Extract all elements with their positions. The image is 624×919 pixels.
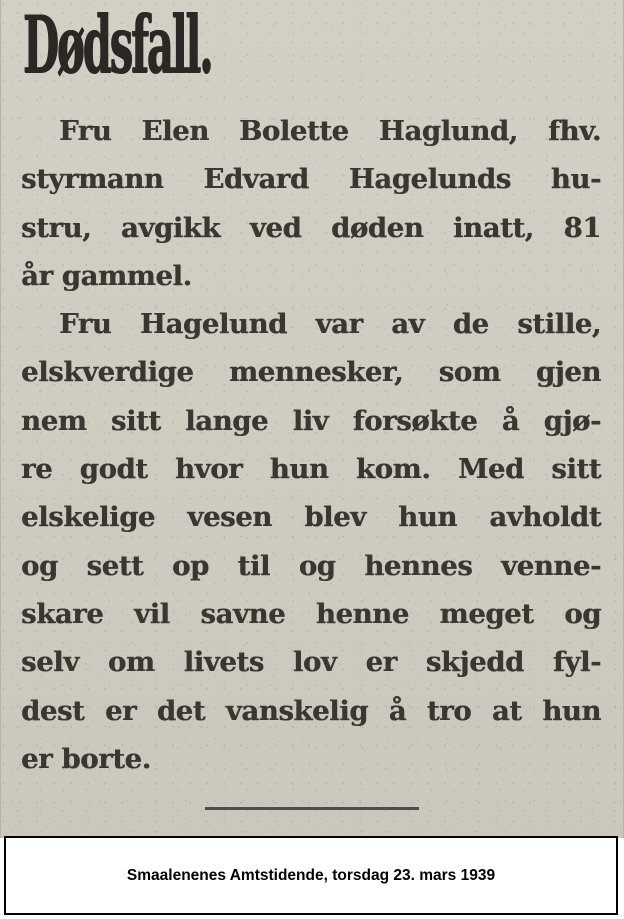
- article-line: skare vil savne henne meget og: [21, 597, 601, 630]
- article-line: nem sitt lange liv forsøkte å gjø-: [21, 404, 601, 437]
- article-line: dest er det vanskelig å tro at hun: [21, 694, 601, 727]
- article-line: stru, avgikk ved døden inatt, 81: [21, 211, 601, 244]
- clipping-heading: Dødsfall.: [23, 0, 212, 92]
- article-paragraph-2: [21, 300, 601, 783]
- article-line: Fru Elen Bolette Haglund, fhv.: [59, 115, 601, 147]
- article-line: år gammel.: [21, 259, 192, 292]
- source-caption: [4, 836, 618, 915]
- article-line: selv om livets lov er skjedd fyl-: [21, 646, 601, 679]
- article-paragraph-1: [21, 107, 601, 300]
- end-rule: [205, 807, 419, 810]
- article-line: elskelige vesen blev hun avholdt: [21, 501, 601, 534]
- article-line: re godt hvor hun kom. Med sitt: [21, 453, 601, 486]
- obituary-article: [21, 107, 601, 783]
- article-line: og sett op til og hennes venne-: [21, 549, 601, 582]
- article-line: er borte.: [21, 742, 151, 775]
- article-line: elskverdige mennesker, som gjen: [21, 356, 601, 389]
- source-caption-text: Smaalenenes Amtstidende, torsdag 23. mars 1939: [126, 866, 496, 884]
- article-line: styrmann Edvard Hagelunds hu-: [21, 163, 601, 196]
- article-line: Fru Hagelund var av de stille,: [59, 308, 601, 341]
